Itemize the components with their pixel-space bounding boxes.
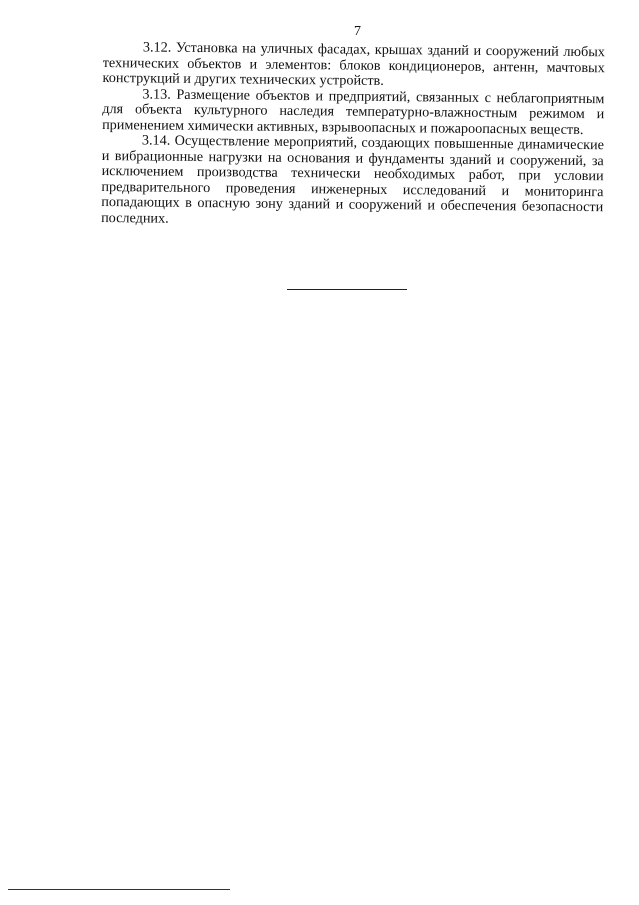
paragraph-3-13: 3.13. Размещение объектов и предприятий, связанных с неблагоприятным для объекта культурного наследия температурно-влажностным режимом и применением химически активных, взрывоопасных и пожароопасных веществ. [102, 85, 605, 138]
paragraph-3-12: 3.12. Установка на уличных фасадах, крышах зданий и сооружений любых технических объектов и элементов: блоков кондиционеров, антенн, мачтовых конструкций и других технических устройств. [102, 39, 605, 89]
page-number: 7 [354, 24, 361, 39]
section-end-divider [287, 289, 407, 290]
footer-divider [8, 889, 230, 890]
document-body [101, 40, 605, 231]
paragraph-3-14: 3.14. Осуществление мероприятий, создающих повышенные динамические и вибрационные нагрузки на основания и фундаменты зданий и сооружений, за исключением производства технически необходимых работ, при условии предварительного проведения инженерных исследований и мониторинга попадающих в опасную зону зданий и сооружений и обеспечения безопасности последних. [101, 132, 605, 227]
